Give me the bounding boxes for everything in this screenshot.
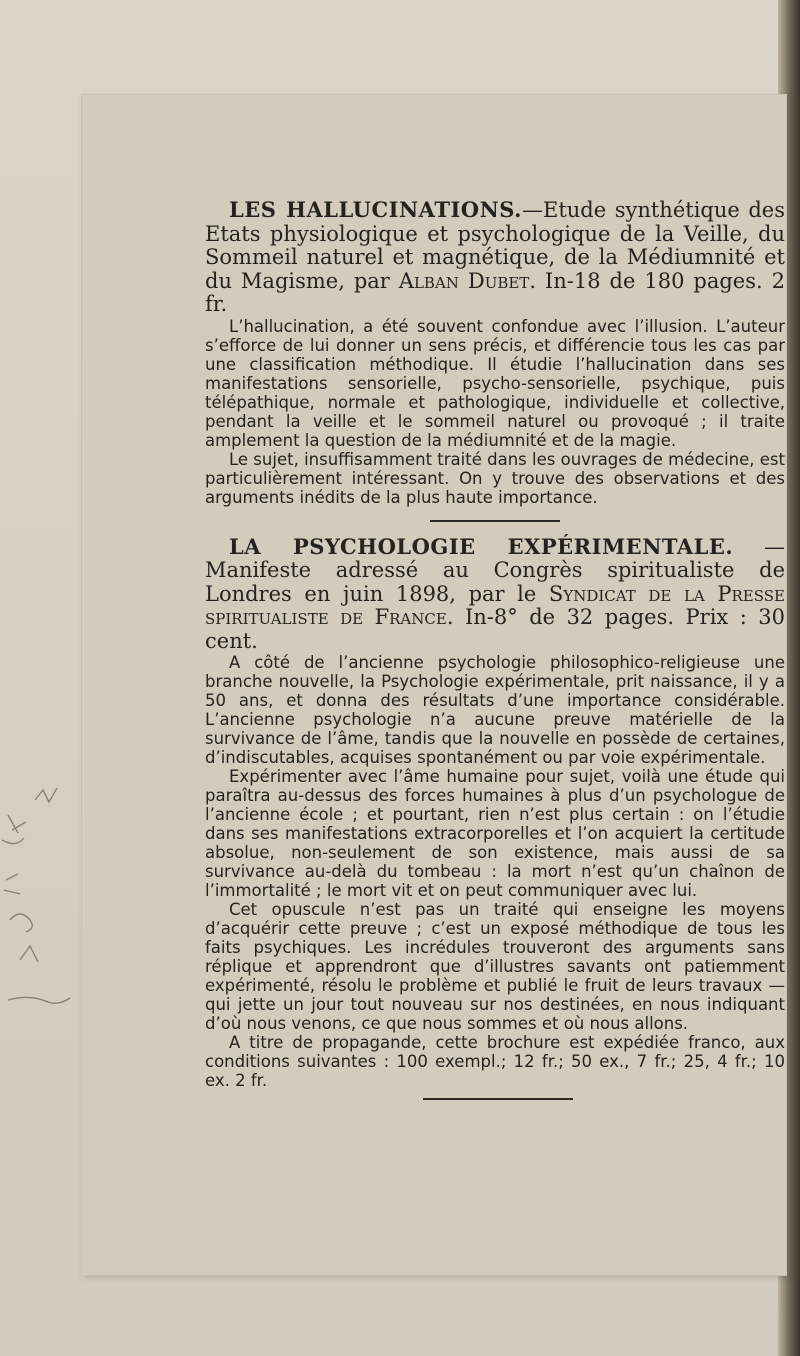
paragraph: L’hallucination, a été souvent confondue avec l’illusion. L’auteur s’efforce de lui donner un sens précis, et différencie tous les cas par une classification méthodique. Il étudie l’hallucination dans ses manifestations sensorielle, psycho-sensorielle, psychique, puis télépathique, normale et pathologique, individuelle et collective, pendant la veille et le sommeil naturel ou provoqué ; il traite amplement la question de la médiumnité et de la magie. (205, 316, 785, 450)
margin-scribble (0, 770, 80, 1050)
paragraph: A titre de propagande, cette brochure est expédiée franco, aux conditions suivantes : 100 exempl.; 12 fr.; 50 ex., 7 fr.; 25, 4 fr.; 10 ex. 2 fr. (205, 1033, 785, 1090)
entry-publisher: Syndicat de la Presse spiritualiste de France (205, 581, 785, 629)
entry-heading (205, 535, 785, 654)
end-rule (423, 1098, 573, 1100)
paragraph: Le sujet, insuffisamment traité dans les ouvrages de médecine, est particulièrement intéressant. On y trouve des observations et des arguments inédits de la plus haute importance. (205, 449, 785, 507)
entry-psychologie (205, 535, 785, 1091)
paragraph: Cet opuscule n’est pas un traité qui enseigne les moyens d’acquérir cette preuve ; c’est un exposé méthodique de tous les faits psychiques. Les incrédules trouveront des arguments sans réplique et apprendront que d’illustres savants ont patiemment expérimenté, résolu le problème et publié le fruit de leurs travaux — qui jette un jour tout nouveau sur nos destinées, en nous indiquant d’où nous venons, ce que nous sommes et où nous allons. (205, 900, 785, 1033)
entry-heading (205, 198, 785, 317)
catalog-text (205, 198, 785, 1100)
entry-details: . In-18 de 180 pages. 2 fr. (205, 268, 785, 316)
entry-title: LES HALLUCINATIONS. (229, 197, 522, 222)
separator-rule (430, 520, 560, 522)
paragraph: A côté de l’ancienne psychologie philosophico-religieuse une branche nouvelle, la Psychologie expérimentale, prit naissance, il y a 50 ans, et donna des résultats d’une importance considérable. L’ancienne psychologie n’a aucune preuve matérielle de la survivance de l’âme, tandis que la nouvelle en possède de certaines, d’indiscutables, acquises spontanément ou par voie expérimentale. (205, 653, 785, 767)
entry-details: . In-8° de 32 pages. Prix : 30 cent. (205, 605, 785, 653)
entry-author: Alban Dubet (398, 268, 530, 293)
entry-hallucinations (205, 198, 785, 507)
entry-subtitle: — Manifeste adressé au Congrès spiritualiste de Londres en juin 1898, par le (205, 534, 785, 606)
entry-subtitle: —Etude synthétique des Etats physiologique et psychologique de la Veille, du Sommeil naturel et magnétique, de la Médiumnité et du Magisme, par (205, 198, 785, 293)
entry-title: LA PSYCHOLOGIE EXPÉRIMENTALE. (229, 533, 734, 559)
paragraph: Expérimenter avec l’âme humaine pour sujet, voilà une étude qui paraîtra au-dessus des forces humaines à plus d’un psychologue de l’ancienne école ; et pourtant, rien n’est plus certain : on l’étudie dans ses manifestations extracorporelles et l’on acquiert la certitude absolue, non-seulement de son existence, mais aussi de sa survivance au-delà du tombeau : la mort n’est qu’un chaînon de l’immortalité ; le mort vit et on peut communiquer avec lui. (205, 767, 785, 900)
